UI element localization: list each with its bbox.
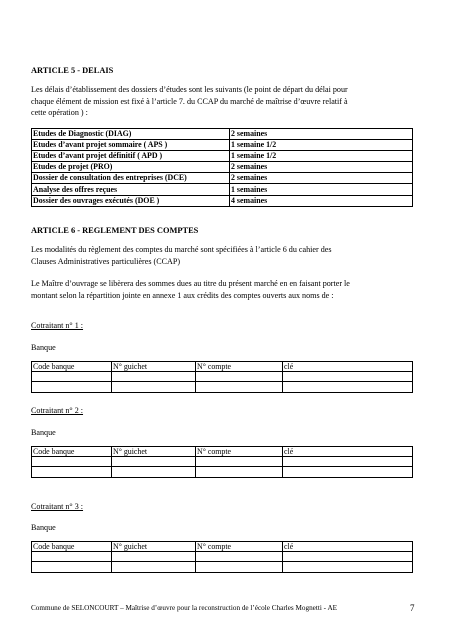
article-6-paragraph-2 (31, 278, 350, 301)
empty-cell (32, 467, 112, 477)
cotraitant-2-label: Cotraitant n° 2 : (31, 406, 84, 415)
table-row (32, 552, 413, 562)
table-row (32, 372, 413, 382)
empty-cell (32, 372, 112, 382)
header-cle: clé (283, 362, 413, 372)
table-row (32, 447, 413, 457)
paragraph-line: Le Maître d’ouvrage se libèrera des sommes dues au titre du présent marché en en faisant porter le (31, 279, 350, 288)
article-6-title: ARTICLE 6 - REGLEMENT DES COMPTES (31, 226, 199, 235)
article-6-paragraph-1 (31, 244, 332, 267)
delays-table (31, 128, 413, 207)
empty-cell (196, 562, 283, 572)
delay-value: 2 semaines (230, 162, 413, 173)
empty-cell (283, 457, 413, 467)
table-row (32, 173, 413, 184)
header-compte: N° compte (196, 447, 283, 457)
delay-label: Dossier de consultation des entreprises (DCE) (32, 173, 230, 184)
paragraph-line: montant selon la répartition jointe en annexe 1 aux crédits des comptes ouverts aux noms de : (31, 290, 334, 300)
header-guichet: N° guichet (112, 362, 196, 372)
bank-table-3 (31, 541, 413, 573)
delay-label: Etudes de projet (PRO) (32, 162, 230, 173)
article-5-intro (31, 84, 348, 119)
table-row (32, 542, 413, 552)
delay-label: Dossier des ouvrages exécutés (DOE ) (32, 195, 230, 206)
article-5-title: ARTICLE 5 - DELAIS (31, 66, 114, 75)
delay-label: Analyse des offres reçues (32, 184, 230, 195)
intro-line: chaque élément de mission est fixé à l’article 7. du CCAP du marché de maîtrise d’œuvre relatif à (31, 96, 348, 106)
empty-cell (196, 382, 283, 392)
empty-cell (196, 552, 283, 562)
delay-value: 1 semaine 1/2 (230, 151, 413, 162)
empty-cell (32, 552, 112, 562)
table-row (32, 362, 413, 372)
empty-cell (196, 372, 283, 382)
empty-cell (283, 552, 413, 562)
empty-cell (196, 467, 283, 477)
empty-cell (32, 382, 112, 392)
header-cle: clé (283, 447, 413, 457)
header-guichet: N° guichet (112, 447, 196, 457)
header-code-banque: Code banque (32, 542, 112, 552)
bank-table-1 (31, 361, 413, 393)
bank-label: Banque (31, 428, 56, 437)
footer-text: Commune de SELONCOURT – Maîtrise d’œuvre pour la reconstruction de l’école Charles Mognetti - AE (31, 604, 338, 612)
empty-cell (283, 467, 413, 477)
empty-cell (112, 382, 196, 392)
empty-cell (283, 382, 413, 392)
intro-line: Les délais d’établissement des dossiers d’études sont les suivants (le point de départ du délai pour (31, 85, 348, 94)
delay-label: Etudes de Diagnostic (DIAG) (32, 129, 230, 140)
delay-value: 1 semaines (230, 184, 413, 195)
table-row (32, 457, 413, 467)
table-row (32, 195, 413, 206)
header-guichet: N° guichet (112, 542, 196, 552)
delay-label: Etudes d’avant projet sommaire ( APS ) (32, 140, 230, 151)
delay-value: 1 semaine 1/2 (230, 140, 413, 151)
empty-cell (112, 562, 196, 572)
header-code-banque: Code banque (32, 362, 112, 372)
cotraitant-3-label: Cotraitant n° 3 : (31, 502, 84, 511)
cotraitant-1-label: Cotraitant n° 1 : (31, 321, 84, 330)
table-row (32, 151, 413, 162)
paragraph-line: Les modalités du règlement des comptes du marché sont spécifiées à l’article 6 du cahier des (31, 245, 332, 254)
empty-cell (112, 457, 196, 467)
intro-line: cette opération ) : (31, 108, 88, 118)
empty-cell (283, 372, 413, 382)
header-code-banque: Code banque (32, 447, 112, 457)
delay-value: 2 semaines (230, 129, 413, 140)
empty-cell (32, 457, 112, 467)
table-row (32, 382, 413, 392)
empty-cell (112, 552, 196, 562)
empty-cell (196, 457, 283, 467)
bank-label: Banque (31, 343, 56, 352)
delay-value: 4 semaines (230, 195, 413, 206)
empty-cell (32, 562, 112, 572)
table-row (32, 140, 413, 151)
paragraph-line: Clauses Administratives particulières (CCAP) (31, 256, 181, 266)
header-compte: N° compte (196, 362, 283, 372)
empty-cell (283, 562, 413, 572)
table-row (32, 184, 413, 195)
empty-cell (112, 467, 196, 477)
table-row (32, 129, 413, 140)
bank-label: Banque (31, 523, 56, 532)
page-number: 7 (410, 603, 415, 613)
empty-cell (112, 372, 196, 382)
header-compte: N° compte (196, 542, 283, 552)
delay-label: Etudes d’avant projet définitif ( APD ) (32, 151, 230, 162)
table-row (32, 467, 413, 477)
table-row (32, 162, 413, 173)
delay-value: 2 semaines (230, 173, 413, 184)
table-row (32, 562, 413, 572)
bank-table-2 (31, 446, 413, 478)
header-cle: clé (283, 542, 413, 552)
